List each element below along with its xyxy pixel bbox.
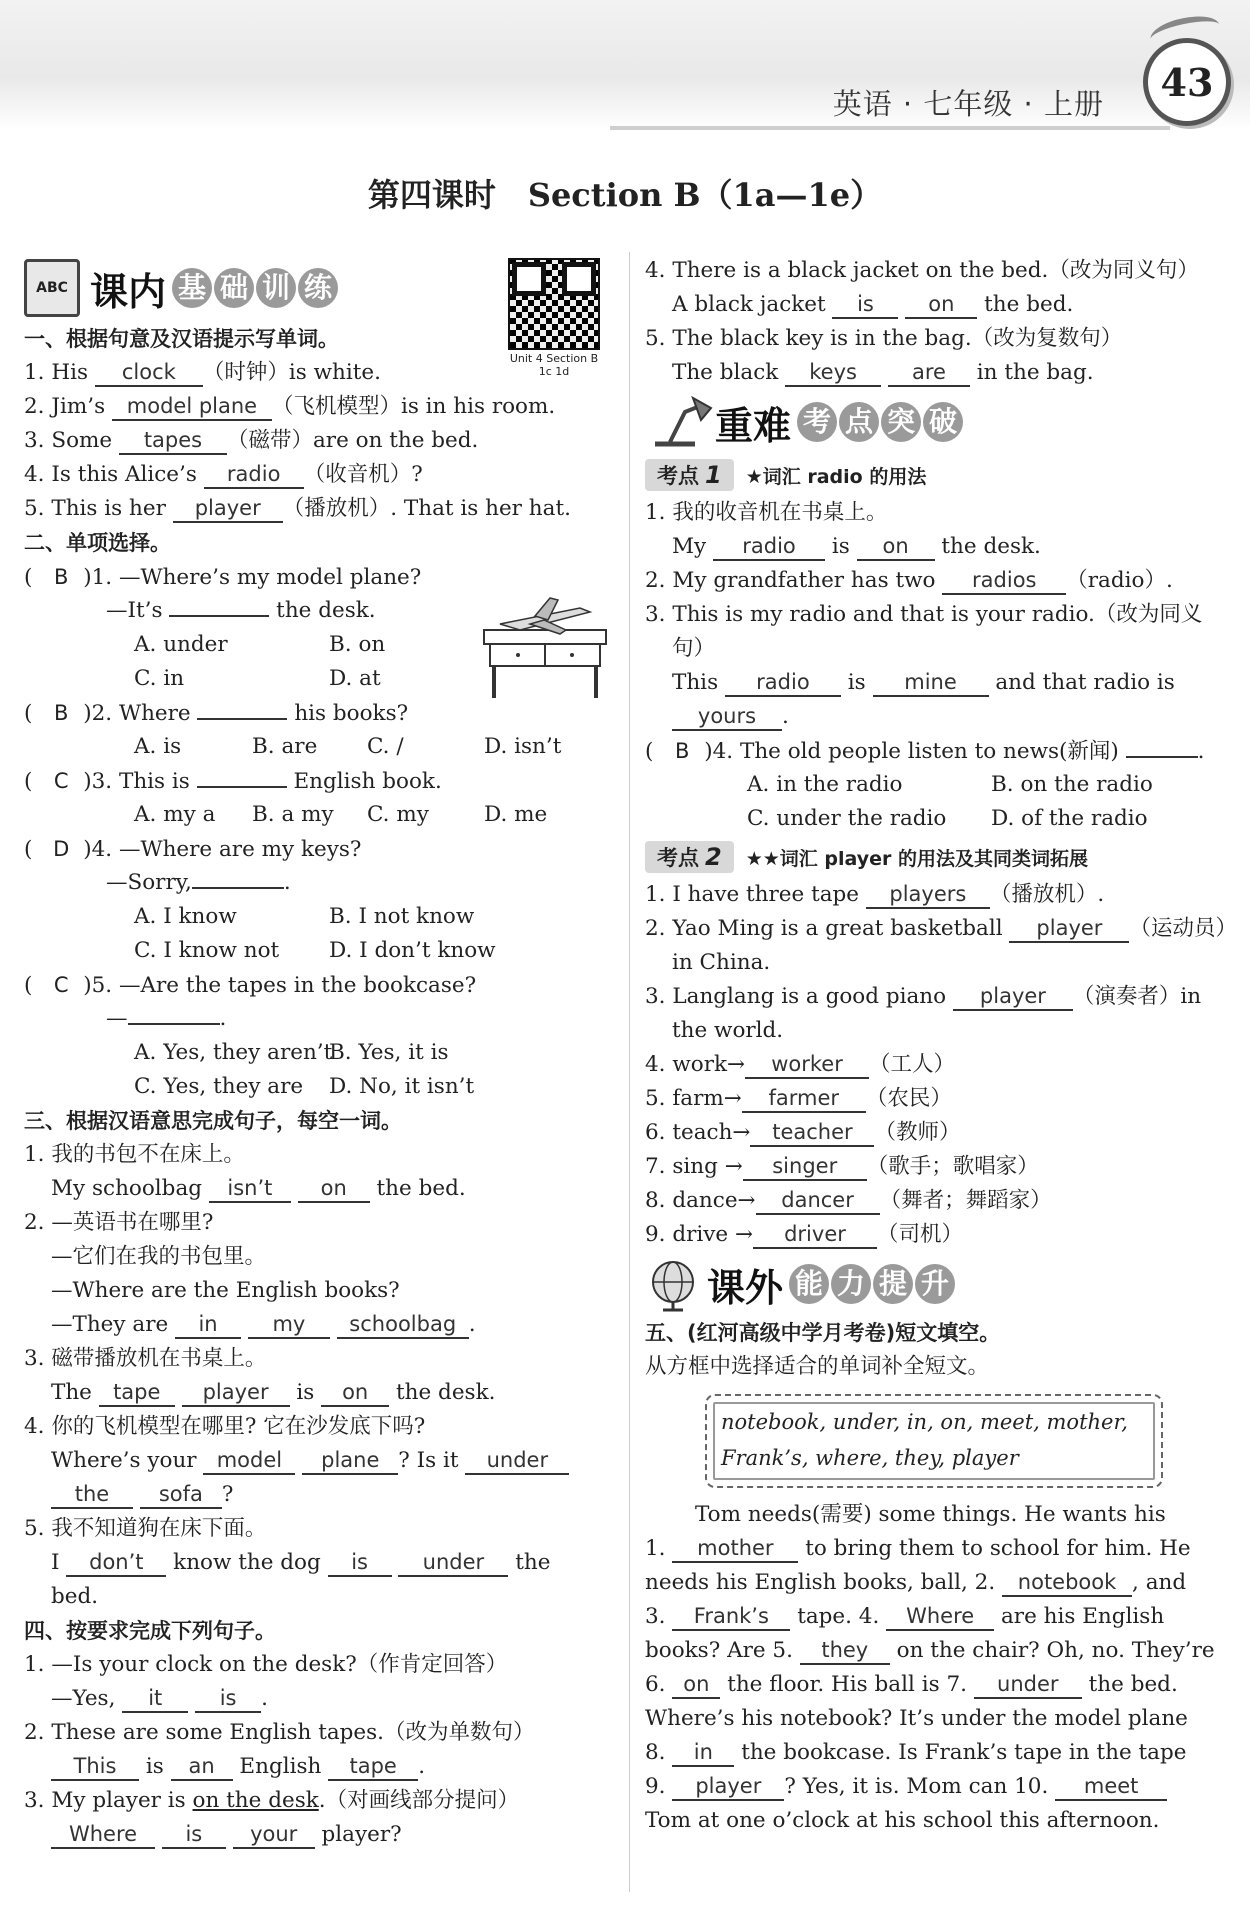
answer[interactable]: tape: [328, 1753, 418, 1781]
answer[interactable]: on: [321, 1379, 389, 1407]
s1-item-1: 1. His clock （时钟）is white.: [24, 360, 381, 385]
s4-1-q: 1. —Is your clock on the desk?（作肯定回答）: [24, 1652, 508, 1677]
answer[interactable]: tape: [99, 1379, 175, 1407]
answer[interactable]: don’t: [66, 1549, 166, 1577]
answer[interactable]: the: [51, 1481, 133, 1509]
s4-5-a: The black keys are in the bag.: [672, 360, 1094, 385]
passage-line-2: 1. mother to bring them to school for him. He: [645, 1536, 1191, 1561]
answer[interactable]: driver: [753, 1221, 877, 1249]
choice-answer[interactable]: B: [675, 739, 690, 763]
answer[interactable]: model plane: [112, 393, 272, 421]
s4-4-a: A black jacket is on the bed.: [672, 292, 1074, 317]
answer[interactable]: isn’t: [209, 1175, 291, 1203]
s3-1-en: My schoolbag isn’t on the bed.: [51, 1176, 466, 1201]
s3-5-en: I don’t know the dog is under the: [51, 1550, 551, 1575]
s3-4-cn: 4. 你的飞机模型在哪里? 它在沙发底下吗?: [24, 1414, 426, 1439]
kaodian-title: ★词汇 radio 的用法: [745, 465, 927, 488]
s1-item-2: 2. Jim’s model plane （飞机模型）is in his room.: [24, 394, 556, 419]
kd2-3: 3. Langlang is a good piano player （演奏者）in: [645, 984, 1202, 1009]
kd1-3-a: This radio is mine and that radio is: [672, 670, 1175, 695]
header-subject: 英语 · 七年级 · 上册: [832, 87, 1104, 121]
kd2-word-7: 7. sing → singer （歌手；歌唱家）: [645, 1154, 1039, 1179]
answer[interactable]: This: [51, 1753, 139, 1781]
choice-answer[interactable]: C: [53, 973, 69, 997]
kd1-3-q1: 3. This is my radio and that is your radio.（改为同义: [645, 602, 1203, 627]
kd1-4: ( B )4. The old people listen to news(新闻) .: [645, 734, 1235, 768]
s1-item-3: 3. Some tapes （磁带）are on the bed.: [24, 428, 479, 453]
page-number-badge: 43: [1143, 38, 1231, 126]
answer[interactable]: mine: [873, 669, 989, 697]
choice-answer[interactable]: D: [53, 837, 70, 861]
kd2-2: 2. Yao Ming is a great basketball player （运动员）: [645, 916, 1237, 941]
answer[interactable]: notebook: [1002, 1569, 1132, 1597]
banner-pill: [789, 1264, 955, 1304]
s1-item-5: 5. This is her player （播放机）. That is her hat.: [24, 496, 571, 521]
banner-char: 破: [923, 402, 963, 442]
s4-3-q: 3. My player is on the desk.（对画线部分提问）: [24, 1788, 520, 1813]
mc-q5: ( C )5. —Are the tapes in the bookcase?: [24, 968, 614, 1002]
kd2-3-cont: the world.: [672, 1018, 784, 1043]
column-divider: [629, 252, 630, 1892]
kd1-1-cn: 1. 我的收音机在书桌上。: [645, 500, 888, 525]
answer[interactable]: player: [953, 983, 1073, 1011]
kaodian-title: ★★词汇 player 的用法及其同类词拓展: [745, 847, 1088, 870]
blank[interactable]: [1126, 736, 1198, 758]
answer[interactable]: players: [866, 881, 990, 909]
mc-q1-options-ab: A. under B. on: [134, 632, 386, 657]
s3-5-en2: bed.: [51, 1584, 99, 1609]
mc-q5-options-ab: A. Yes, they aren’tB. Yes, it is: [134, 1040, 449, 1065]
mc-q4-options-ab: A. I know B. I not know: [134, 904, 475, 929]
s4-2-a: This is an English tape .: [24, 1750, 614, 1784]
answer[interactable]: your: [233, 1821, 315, 1849]
answer[interactable]: teacher: [750, 1119, 874, 1147]
section-4-title: 四、按要求完成下列句子。: [24, 1619, 276, 1643]
choice-answer[interactable]: B: [54, 701, 69, 725]
answer[interactable]: dancer: [756, 1187, 880, 1215]
answer[interactable]: clock: [95, 359, 203, 387]
s4-4-q: 4. There is a black jacket on the bed.（改为同义句）: [645, 258, 1199, 283]
s3-3-en: The tape player is on the desk.: [51, 1380, 496, 1405]
kaodian-tag: 考点 2: [645, 841, 734, 873]
banner-main-text: 重难: [715, 403, 792, 448]
mc-q4-options-cd: C. I know not D. I don’t know: [134, 938, 496, 963]
passage-line-6: 6. on the floor. His ball is 7. under the bed.: [645, 1672, 1178, 1697]
passage-line-7: Where’s his notebook? It’s under the model plane: [645, 1706, 1188, 1731]
banner-char: 升: [915, 1264, 955, 1304]
answer[interactable]: under: [398, 1549, 508, 1577]
passage-line-4: 3. Frank’s tape. 4. Where are his English: [645, 1604, 1165, 1629]
mc-q1: ( B )1. —Where’s my model plane?: [24, 560, 614, 594]
s3-2-cn2: —它们在我的书包里。: [51, 1244, 267, 1269]
banner-pill: [797, 402, 963, 442]
mc-q2-options: A. is B. are C. / D. isn’t: [134, 734, 562, 759]
mc-q3-options: A. my a B. a my C. my D. me: [134, 802, 548, 827]
answer[interactable]: singer: [743, 1153, 867, 1181]
answer[interactable]: it: [122, 1685, 188, 1713]
kd2-word-9: 9. drive → driver （司机）: [645, 1222, 963, 1247]
s4-2-q: 2. These are some English tapes.（改为单数句）: [24, 1720, 535, 1745]
mc-q1-stem2: —It’s the desk.: [24, 594, 614, 628]
passage-line-10: Tom at one o’clock at his school this afternoon.: [645, 1808, 1160, 1833]
answer[interactable]: on: [905, 291, 977, 319]
answer[interactable]: plane: [302, 1447, 398, 1475]
section-5-title: 五、(红河高级中学月考卷)短文填空。: [645, 1321, 1001, 1345]
s3-2-en2: —They are in my schoolbag .: [51, 1312, 476, 1337]
section-2-title: 二、单项选择。: [24, 531, 171, 555]
kd1-3-q2: 句）: [672, 636, 716, 661]
answer[interactable]: radio: [713, 533, 825, 561]
answer[interactable]: on: [298, 1175, 370, 1203]
mc-q1-options-cd: C. in D. at: [134, 666, 381, 691]
answer[interactable]: player: [1009, 915, 1129, 943]
word-bank-box: [705, 1394, 1163, 1488]
blank[interactable]: [197, 766, 287, 788]
abc-book-icon: ABC: [24, 259, 80, 317]
answer[interactable]: under: [974, 1671, 1082, 1699]
answer[interactable]: radios: [942, 567, 1066, 595]
mc-q5-stem2: — .: [24, 1002, 614, 1036]
kd1-3-a2: yours .: [645, 700, 1235, 734]
s1-item-4: 4. Is this Alice’s radio （收音机）?: [24, 462, 423, 487]
answer[interactable]: worker: [745, 1051, 869, 1079]
answer[interactable]: yours: [672, 703, 782, 731]
s3-4-en: Where’s your model plane ? Is it under: [24, 1444, 614, 1478]
answer[interactable]: Frank’s: [672, 1603, 790, 1631]
blank[interactable]: [192, 867, 284, 889]
kd2-word-5: 5. farm→ farmer （农民）: [645, 1086, 952, 1111]
answer[interactable]: player: [182, 1379, 290, 1407]
banner-char: 提: [873, 1264, 913, 1304]
s3-3-cn: 3. 磁带播放机在书桌上。: [24, 1346, 267, 1371]
answer[interactable]: mother: [672, 1535, 798, 1563]
blank[interactable]: [128, 1003, 220, 1025]
banner-char: 考: [797, 402, 837, 442]
answer[interactable]: model: [203, 1447, 295, 1475]
banner-extracurricular: [645, 1252, 1235, 1316]
answer[interactable]: an: [171, 1753, 233, 1781]
blank[interactable]: [197, 698, 287, 720]
answer[interactable]: player: [672, 1773, 784, 1801]
banner-char: 能: [789, 1264, 829, 1304]
answer[interactable]: Where: [886, 1603, 994, 1631]
kd2-word-6: 6. teach→ teacher （教师）: [645, 1120, 961, 1145]
answer[interactable]: in: [672, 1739, 734, 1767]
s3-2-cn1: 2. —英语书在哪里?: [24, 1210, 214, 1235]
answer[interactable]: is: [328, 1549, 392, 1577]
answer[interactable]: farmer: [742, 1085, 866, 1113]
word-bank-line: notebook, under, in, on, meet, mother,: [721, 1410, 1128, 1434]
header-rule: [610, 126, 1170, 130]
section-5-instructions: 从方框中选择适合的单词补全短文。: [645, 1354, 990, 1379]
s4-5-q: 5. The black key is in the bag.（改为复数句）: [645, 326, 1123, 351]
mc-q4-stem2: —Sorry, .: [24, 866, 614, 900]
answer[interactable]: meet: [1055, 1773, 1167, 1801]
answer[interactable]: tapes: [119, 427, 227, 455]
banner-key-points: [645, 390, 1235, 454]
kd2-word-4: 4. work→ worker （工人）: [645, 1052, 956, 1077]
answer[interactable]: on: [672, 1671, 720, 1699]
section-1-title: 一、根据句意及汉语提示写单词。: [24, 327, 339, 351]
s3-2-en1: —Where are the English books?: [51, 1278, 400, 1303]
kaodian-2-header: [645, 838, 1235, 876]
passage-line-1: Tom needs(需要) some things. He wants his: [695, 1502, 1166, 1527]
answer[interactable]: is: [832, 291, 898, 319]
choice-answer[interactable]: B: [54, 565, 69, 589]
underlined-phrase: on the desk: [192, 1788, 319, 1813]
answer[interactable]: my: [248, 1311, 330, 1339]
lesson-title: 第四课时 Section B（1a—1e）: [367, 176, 883, 214]
kd1-2: 2. My grandfather has two radios （radio）.: [645, 568, 1173, 593]
banner-main-text: 课内: [90, 269, 167, 314]
answer[interactable]: player: [173, 495, 283, 523]
blank[interactable]: [169, 595, 269, 617]
answer[interactable]: sofa: [140, 1481, 222, 1509]
answer[interactable]: in: [175, 1311, 241, 1339]
s3-5-cn: 5. 我不知道狗在床下面。: [24, 1516, 267, 1541]
banner-char: 基: [172, 268, 212, 308]
answer[interactable]: keys: [785, 359, 881, 387]
passage-line-3: needs his English books, ball, 2. notebook , and: [645, 1570, 1187, 1595]
s4-1-a: —Yes, it is .: [51, 1686, 268, 1711]
banner-pill: [172, 268, 338, 308]
kaodian-1-header: [645, 456, 1235, 494]
kd2-2-cont: in China.: [672, 950, 771, 975]
globe-icon: [645, 1256, 701, 1312]
passage-line-5: books? Are 5. they on the chair? Oh, no. They’re: [645, 1638, 1215, 1663]
right-column: [645, 254, 1235, 1838]
kd1-4-options-ab: A. in the radio B. on the radio: [747, 772, 1153, 797]
kaodian-tag: 考点 1: [645, 459, 734, 491]
mc-q2: ( B )2. Where his books?: [24, 696, 614, 730]
choice-answer[interactable]: C: [53, 769, 69, 793]
s3-1-cn: 1. 我的书包不在床上。: [24, 1142, 245, 1167]
banner-char: 点: [839, 402, 879, 442]
answer[interactable]: is: [162, 1821, 226, 1849]
mc-q3: ( C )3. This is English book.: [24, 764, 614, 798]
answer[interactable]: they: [800, 1637, 890, 1665]
answer[interactable]: Where: [51, 1821, 155, 1849]
answer[interactable]: is: [195, 1685, 261, 1713]
banner-char: 训: [256, 268, 296, 308]
kd1-1-en: My radio is on the desk.: [672, 534, 1041, 559]
passage-line-9: 9. player ? Yes, it is. Mom can 10. meet: [645, 1770, 1235, 1804]
answer[interactable]: are: [888, 359, 970, 387]
kd1-4-options-cd: C. under the radio D. of the radio: [747, 806, 1148, 831]
mc-q4: ( D )4. —Where are my keys?: [24, 832, 614, 866]
answer[interactable]: radio: [725, 669, 841, 697]
banner-char: 突: [881, 402, 921, 442]
answer[interactable]: radio: [204, 461, 304, 489]
mc-q5-options-cd: C. Yes, they are D. No, it isn’t: [134, 1074, 475, 1099]
banner-char: 练: [298, 268, 338, 308]
lamp-icon: [645, 392, 715, 452]
banner-char: 础: [214, 268, 254, 308]
s3-4-en2: the sofa ?: [24, 1478, 614, 1512]
s4-3-a: Where is your player?: [24, 1818, 614, 1852]
kd2-word-8: 8. dance→ dancer （舞者；舞蹈家）: [645, 1188, 1052, 1213]
left-column: [24, 252, 614, 1852]
answer[interactable]: under: [465, 1447, 569, 1475]
banner-char: 力: [831, 1264, 871, 1304]
banner-main-text: 课外: [707, 1265, 784, 1310]
passage-line-8: 8. in the bookcase. Is Frank’s tape in the tape: [645, 1740, 1187, 1765]
word-bank-line: Frank’s, where, they, player: [721, 1446, 1019, 1470]
answer[interactable]: schoolbag: [337, 1311, 469, 1339]
kd2-1: 1. I have three tape players （播放机）.: [645, 882, 1105, 907]
section-3-title: 三、根据汉语意思完成句子，每空一词。: [24, 1109, 402, 1133]
qr-caption: Unit 4 Section B 1c 1d: [509, 352, 599, 378]
answer[interactable]: on: [857, 533, 935, 561]
